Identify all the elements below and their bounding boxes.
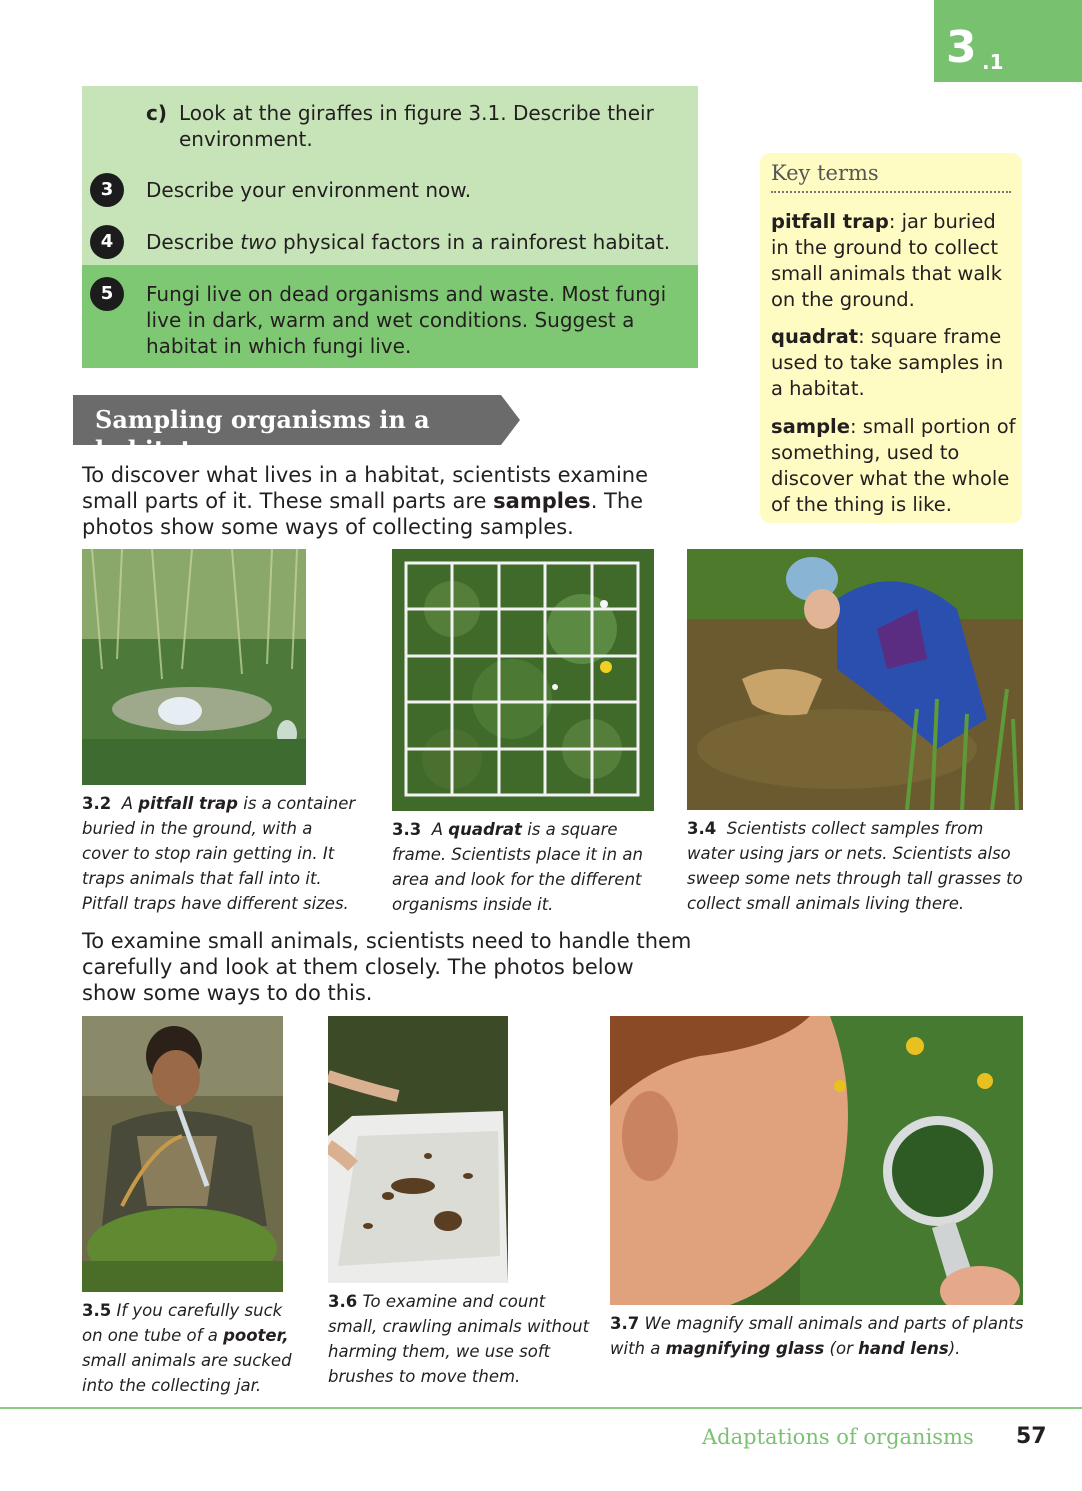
caption-3-7-post: ). (948, 1339, 961, 1358)
caption-3-5-pre: If you carefully suck on one tube of a (82, 1301, 283, 1345)
section-heading: Sampling organisms in a habitat (95, 405, 430, 464)
question-4-emphasis: two (240, 230, 277, 254)
question-4-before: Describe (146, 230, 241, 254)
section-heading-banner (73, 395, 520, 464)
intro-before: To discover what lives in a habitat, scientists examine small parts of it. These small parts are (82, 463, 649, 513)
question-4-text (146, 229, 691, 255)
intro-after: . The photos show some ways of collecting samples. (82, 489, 644, 539)
caption-3-6-text: To examine and count small, crawling animals without harming them, we use soft brushes to move them. (328, 1292, 590, 1386)
key-term-pitfall-trap-term: pitfall trap (771, 210, 889, 233)
caption-3-2-number: 3.2 (82, 794, 112, 813)
question-4-after: physical factors in a rainforest habitat. (276, 230, 671, 254)
photo-pitfall-trap (82, 549, 306, 785)
question-c-text: Look at the giraffes in figure 3.1. Describe their environment. (179, 101, 654, 151)
caption-3-3-pre: A (431, 820, 449, 839)
caption-3-3-bold: quadrat (448, 820, 522, 839)
caption-3-2-pre: A (121, 794, 139, 813)
section-number: 3 (946, 22, 977, 73)
caption-3-4-number: 3.4 (687, 819, 717, 838)
photo-pooter (82, 1016, 283, 1292)
footer-divider (0, 1407, 1082, 1409)
section-subnumber: .1 (982, 50, 1004, 74)
question-5-text: Fungi live on dead organisms and waste. Most fungi live in dark, warm and wet conditions. Suggest a habitat in which fungi live. (146, 282, 667, 358)
question-3-text: Describe your environment now. (146, 178, 472, 202)
caption-3-5 (82, 1298, 307, 1398)
caption-3-7 (610, 1311, 1030, 1361)
question-3-number: 3 (90, 173, 124, 207)
section-tab (934, 0, 1082, 82)
key-term-quadrat (771, 324, 1016, 402)
caption-3-5-number: 3.5 (82, 1301, 112, 1320)
caption-3-7-bold-1: magnifying glass (665, 1339, 825, 1358)
key-term-sample (771, 414, 1016, 518)
question-c-label: c) (146, 101, 167, 125)
question-5-number: 5 (90, 277, 124, 311)
intro-paragraph (82, 462, 692, 540)
key-term-quadrat-def: : square frame used to take samples in a habitat. (771, 325, 1004, 400)
paragraph-examine: To examine small animals, scientists need to handle them carefully and look at them closely. The photos below show some ways to do this. (82, 929, 692, 1005)
caption-3-5-bold: pooter, (223, 1326, 289, 1345)
key-term-sample-def: : small portion of something, used to discover what the whole of the thing is like. (771, 415, 1016, 516)
key-term-quadrat-term: quadrat (771, 325, 859, 348)
caption-3-2 (82, 791, 362, 916)
photo-magnifying-glass (610, 1016, 1023, 1305)
caption-3-6 (328, 1289, 598, 1389)
caption-3-3-number: 3.3 (392, 820, 422, 839)
caption-3-3-post: is a square frame. Scientists place it in an area and look for the different organisms inside it. (392, 820, 643, 914)
key-terms-title: Key terms (771, 161, 879, 185)
page-number: 57 (1016, 1424, 1047, 1449)
intro-bold: samples (493, 489, 591, 513)
caption-3-7-mid: (or (824, 1339, 859, 1358)
caption-3-4-text: Scientists collect samples from water using jars or nets. Scientists also sweep some nets through tall grasses to collect small animals living there. (687, 819, 1023, 913)
photo-quadrat (392, 549, 654, 811)
caption-3-2-post: is a container buried in the ground, with a cover to stop rain getting in. It traps animals that fall into it. Pitfall traps have different sizes. (82, 794, 356, 913)
caption-3-7-pre: We magnify small animals and parts of plants with a (610, 1314, 1024, 1358)
caption-3-5-post: small animals are sucked into the collecting jar. (82, 1351, 292, 1395)
question-c (146, 100, 686, 151)
caption-3-3 (392, 817, 662, 917)
key-terms-box (760, 153, 1022, 523)
question-4-number: 4 (90, 225, 124, 259)
photo-pond-dipping (687, 549, 1023, 810)
caption-3-2-bold: pitfall trap (138, 794, 238, 813)
caption-3-7-bold-2: hand lens (858, 1339, 949, 1358)
caption-3-4 (687, 816, 1032, 916)
footer-chapter-title: Adaptations of organisms (702, 1425, 974, 1449)
key-term-pitfall-trap-def: : jar buried in the ground to collect small animals that walk on the ground. (771, 210, 1002, 311)
key-terms-divider (771, 191, 1011, 193)
key-term-sample-term: sample (771, 415, 850, 438)
caption-3-7-number: 3.7 (610, 1314, 640, 1333)
photo-tray (328, 1016, 508, 1283)
caption-3-6-number: 3.6 (328, 1292, 358, 1311)
key-term-pitfall-trap (771, 209, 1016, 313)
